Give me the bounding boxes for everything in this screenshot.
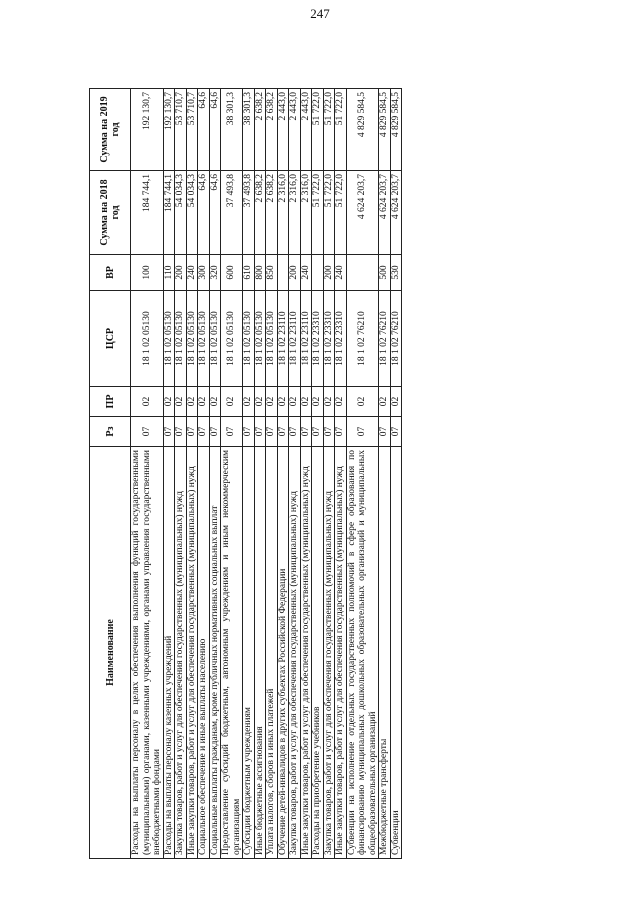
row-name: Субвенции <box>390 447 402 859</box>
row-sum-2018: 184 744,1 <box>131 171 164 255</box>
row-csr: 18 1 02 05130 <box>175 291 187 387</box>
row-pr: 02 <box>323 387 335 417</box>
row-name: Субвенции на исполнение отдельных государственных полномочий в сфере образования по финансированию муниципальных дошкольных образовательных организаций и муниципальных общеобразовательных организаций <box>346 447 379 859</box>
table-row <box>186 89 198 859</box>
row-sum-2019: 2 638,2 <box>254 89 266 171</box>
row-csr: 18 1 02 76210 <box>379 291 391 387</box>
row-name: Социальное обеспечение и иные выплаты населению <box>198 447 210 859</box>
row-sum-2019: 38 301,3 <box>243 89 255 171</box>
header-vr: ВР <box>90 255 131 291</box>
row-sum-2018: 184 744,1 <box>163 171 175 255</box>
row-vr: 850 <box>266 255 278 291</box>
row-pr: 02 <box>163 387 175 417</box>
row-sum-2018: 51 722,0 <box>335 171 347 255</box>
row-sum-2019: 53 710,7 <box>175 89 187 171</box>
row-name: Закупка товаров, работ и услуг для обеспечения государственных (муниципальных) нужд <box>323 447 335 859</box>
row-rz: 07 <box>277 417 289 447</box>
row-name: Расходы на выплаты персоналу казенных учреждений <box>163 447 175 859</box>
row-rz: 07 <box>131 417 164 447</box>
row-csr: 18 1 02 05130 <box>198 291 210 387</box>
header-csr: ЦСР <box>90 291 131 387</box>
row-sum-2018: 2 638,2 <box>254 171 266 255</box>
row-sum-2018: 2 316,0 <box>300 171 312 255</box>
row-csr: 18 1 02 05130 <box>163 291 175 387</box>
table-row <box>312 89 324 859</box>
row-rz: 07 <box>379 417 391 447</box>
row-sum-2019: 51 722,0 <box>323 89 335 171</box>
row-sum-2018: 37 493,8 <box>243 171 255 255</box>
row-name: Закупка товаров, работ и услуг для обеспечения государственных (муниципальных) нужд <box>289 447 301 859</box>
row-name: Иные закупки товаров, работ и услуг для обеспечения государственных (муниципальных) нужд <box>300 447 312 859</box>
row-csr: 18 1 02 05130 <box>221 291 243 387</box>
row-rz: 07 <box>221 417 243 447</box>
row-pr: 02 <box>254 387 266 417</box>
row-pr: 02 <box>335 387 347 417</box>
table-row <box>266 89 278 859</box>
row-csr: 18 1 02 76210 <box>390 291 402 387</box>
row-sum-2018: 54 034,3 <box>186 171 198 255</box>
row-rz: 07 <box>243 417 255 447</box>
row-sum-2019: 64,6 <box>209 89 221 171</box>
row-pr: 02 <box>390 387 402 417</box>
table-row <box>346 89 379 859</box>
row-vr: 240 <box>300 255 312 291</box>
row-sum-2018: 4 624 203,7 <box>390 171 402 255</box>
rotated-budget-table <box>89 89 569 859</box>
row-rz: 07 <box>266 417 278 447</box>
table-row <box>390 89 402 859</box>
row-name: Субсидии бюджетным учреждениям <box>243 447 255 859</box>
row-name: Иные закупки товаров, работ и услуг для обеспечения государственных (муниципальных) нужд <box>186 447 198 859</box>
table-row <box>289 89 301 859</box>
row-rz: 07 <box>300 417 312 447</box>
row-sum-2019: 4 829 584,5 <box>390 89 402 171</box>
row-csr: 18 1 02 05130 <box>243 291 255 387</box>
row-rz: 07 <box>312 417 324 447</box>
row-csr: 18 1 02 05130 <box>254 291 266 387</box>
row-vr: 200 <box>323 255 335 291</box>
row-pr: 02 <box>300 387 312 417</box>
row-name: Предоставление субсидий бюджетным, автономным учреждениям и иным некоммерческим организациям <box>221 447 243 859</box>
row-rz: 07 <box>289 417 301 447</box>
row-name: Расходы на приобретение учебников <box>312 447 324 859</box>
header-name: Наименование <box>90 447 131 859</box>
row-csr: 18 1 02 23110 <box>289 291 301 387</box>
row-name: Социальные выплаты гражданам, кроме публичных нормативных социальных выплат <box>209 447 221 859</box>
table-row <box>300 89 312 859</box>
row-name: Закупка товаров, работ и услуг для обеспечения государственных (муниципальных) нужд <box>175 447 187 859</box>
row-rz: 07 <box>209 417 221 447</box>
row-sum-2019: 2 443,0 <box>289 89 301 171</box>
row-pr: 02 <box>209 387 221 417</box>
row-sum-2018: 64,6 <box>198 171 210 255</box>
row-sum-2018: 54 034,3 <box>175 171 187 255</box>
row-pr: 02 <box>289 387 301 417</box>
row-vr: 100 <box>131 255 164 291</box>
row-vr: 600 <box>221 255 243 291</box>
row-name: Уплата налогов, сборов и иных платежей <box>266 447 278 859</box>
row-csr: 18 1 02 23310 <box>335 291 347 387</box>
row-vr: 240 <box>186 255 198 291</box>
row-csr: 18 1 02 05130 <box>186 291 198 387</box>
row-sum-2019: 4 829 584,5 <box>346 89 379 171</box>
row-sum-2019: 64,6 <box>198 89 210 171</box>
header-pr: ПР <box>90 387 131 417</box>
row-sum-2018: 51 722,0 <box>323 171 335 255</box>
table-row <box>254 89 266 859</box>
row-rz: 07 <box>198 417 210 447</box>
row-pr: 02 <box>198 387 210 417</box>
row-pr: 02 <box>243 387 255 417</box>
row-sum-2018: 2 316,0 <box>277 171 289 255</box>
row-name: Обучение детей-инвалидов в других субъектах Российской Федерации <box>277 447 289 859</box>
row-name: Расходы на выплаты персоналу в целях обеспечения выполнения функций государственными (муниципальными) органами, казенными учреждениями, органами управления государственными внебюджетными фондами <box>131 447 164 859</box>
table-row <box>379 89 391 859</box>
row-vr: 110 <box>163 255 175 291</box>
row-pr: 02 <box>221 387 243 417</box>
table-row <box>243 89 255 859</box>
row-vr: 530 <box>390 255 402 291</box>
row-pr: 02 <box>346 387 379 417</box>
row-sum-2018: 4 624 203,7 <box>379 171 391 255</box>
table-row <box>277 89 289 859</box>
table-row <box>335 89 347 859</box>
row-sum-2018: 2 316,0 <box>289 171 301 255</box>
row-pr: 02 <box>175 387 187 417</box>
row-csr: 18 1 02 05130 <box>131 291 164 387</box>
row-pr: 02 <box>277 387 289 417</box>
row-sum-2019: 51 722,0 <box>312 89 324 171</box>
row-name: Иные закупки товаров, работ и услуг для обеспечения государственных (муниципальных) нужд <box>335 447 347 859</box>
row-vr: 800 <box>254 255 266 291</box>
row-sum-2019: 53 710,7 <box>186 89 198 171</box>
row-pr: 02 <box>266 387 278 417</box>
row-rz: 07 <box>346 417 379 447</box>
header-sum-2018: Сумма на 2018 год <box>90 171 131 255</box>
table-row <box>131 89 164 859</box>
row-sum-2018: 64,6 <box>209 171 221 255</box>
row-rz: 07 <box>323 417 335 447</box>
row-rz: 07 <box>390 417 402 447</box>
row-sum-2019: 2 443,0 <box>300 89 312 171</box>
row-rz: 07 <box>175 417 187 447</box>
row-pr: 02 <box>379 387 391 417</box>
row-sum-2018: 2 638,2 <box>266 171 278 255</box>
table-header-row <box>90 89 131 859</box>
row-vr: 300 <box>198 255 210 291</box>
row-name: Иные бюджетные ассигнования <box>254 447 266 859</box>
table-row <box>198 89 210 859</box>
row-vr: 500 <box>379 255 391 291</box>
row-vr: 240 <box>335 255 347 291</box>
header-rz: Рз <box>90 417 131 447</box>
table-row <box>221 89 243 859</box>
row-sum-2019: 38 301,3 <box>221 89 243 171</box>
table-row <box>323 89 335 859</box>
table-row <box>175 89 187 859</box>
row-pr: 02 <box>312 387 324 417</box>
row-csr: 18 1 02 23110 <box>300 291 312 387</box>
row-vr: 610 <box>243 255 255 291</box>
row-csr: 18 1 02 76210 <box>346 291 379 387</box>
row-vr: 200 <box>289 255 301 291</box>
row-sum-2019: 2 443,0 <box>277 89 289 171</box>
row-name: Межбюджетные трансферты <box>379 447 391 859</box>
row-sum-2018: 4 624 203,7 <box>346 171 379 255</box>
row-csr: 18 1 02 23110 <box>277 291 289 387</box>
header-sum-2019: Сумма на 2019 год <box>90 89 131 171</box>
row-sum-2019: 192 130,7 <box>131 89 164 171</box>
row-sum-2019: 2 638,2 <box>266 89 278 171</box>
budget-table <box>89 88 402 859</box>
table-row <box>209 89 221 859</box>
row-csr: 18 1 02 05130 <box>209 291 221 387</box>
row-pr: 02 <box>131 387 164 417</box>
row-sum-2018: 37 493,8 <box>221 171 243 255</box>
table-body <box>131 89 402 859</box>
row-rz: 07 <box>186 417 198 447</box>
row-sum-2019: 4 829 584,5 <box>379 89 391 171</box>
row-rz: 07 <box>335 417 347 447</box>
row-pr: 02 <box>186 387 198 417</box>
row-rz: 07 <box>163 417 175 447</box>
row-vr: 320 <box>209 255 221 291</box>
row-csr: 18 1 02 05130 <box>266 291 278 387</box>
row-vr <box>346 255 379 291</box>
row-vr <box>277 255 289 291</box>
row-sum-2019: 51 722,0 <box>335 89 347 171</box>
row-rz: 07 <box>254 417 266 447</box>
row-vr <box>312 255 324 291</box>
row-sum-2019: 192 130,7 <box>163 89 175 171</box>
row-sum-2018: 51 722,0 <box>312 171 324 255</box>
row-csr: 18 1 02 23310 <box>312 291 324 387</box>
table-row <box>163 89 175 859</box>
page-number: 247 <box>310 6 330 21</box>
row-csr: 18 1 02 23310 <box>323 291 335 387</box>
row-vr: 200 <box>175 255 187 291</box>
